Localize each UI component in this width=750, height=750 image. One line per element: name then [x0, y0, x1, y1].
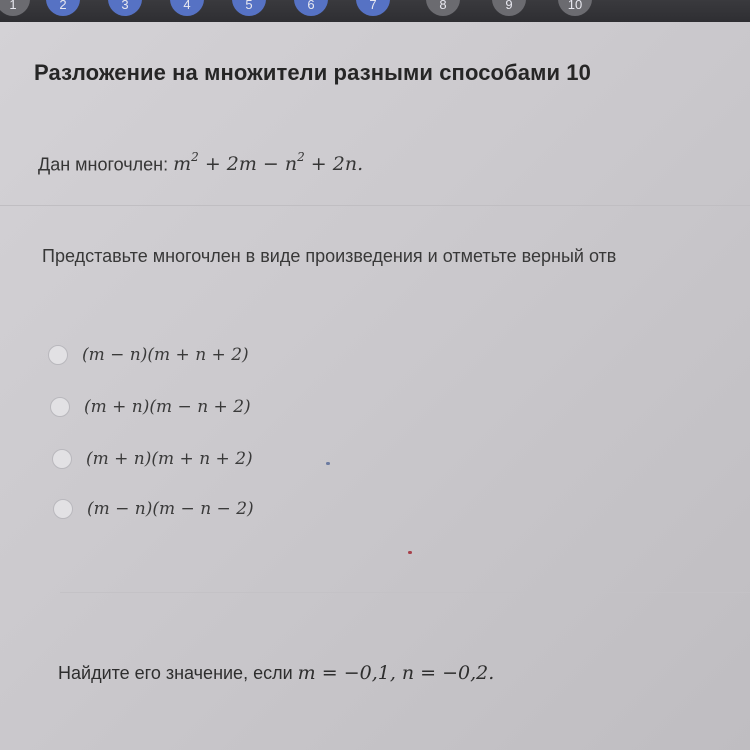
option-1-text: (m − n)(m + n + 2) [82, 345, 249, 365]
step-8-button[interactable] [426, 0, 460, 16]
step-7-button[interactable] [356, 0, 390, 16]
step-navigation-bar [0, 0, 750, 22]
option-3-text: (m + n)(m + n + 2) [86, 449, 253, 469]
step-1-button[interactable] [0, 0, 30, 16]
step-2-button[interactable] [46, 0, 80, 16]
screen-speck [326, 462, 330, 465]
step-3-label: 3 [121, 0, 129, 12]
task-title: Разложение на множители разными способами 10 [34, 60, 591, 85]
exponent-1: 2 [191, 150, 199, 164]
radio-button-2[interactable] [50, 397, 70, 417]
step-6-label: 6 [307, 0, 315, 12]
exponent-2: 2 [297, 150, 305, 164]
step-10-label: 10 [567, 0, 583, 12]
section-divider [60, 592, 750, 593]
step-10-button[interactable] [558, 0, 592, 16]
step-5-label: 5 [245, 0, 253, 12]
evaluation-question [58, 662, 494, 684]
step-5-button[interactable] [232, 0, 266, 16]
step-7-label: 7 [369, 0, 377, 12]
step-4-button[interactable] [170, 0, 204, 16]
step-4-label: 4 [183, 0, 191, 12]
instruction-text: Представьте многочлен в виде произведения и отметьте верный отв [42, 246, 617, 266]
step-6-button[interactable] [294, 0, 328, 16]
question-label: Найдите его значение, если [58, 663, 293, 683]
option-4-text: (m − n)(m − n − 2) [87, 499, 254, 519]
expr-part-1: m [173, 153, 192, 176]
radio-button-1[interactable] [48, 345, 68, 365]
radio-button-3[interactable] [52, 449, 72, 469]
step-2-label: 2 [59, 0, 67, 12]
answer-option-1[interactable] [48, 343, 249, 367]
step-8-label: 8 [439, 0, 447, 12]
option-2-text: (m + n)(m − n + 2) [84, 397, 251, 417]
step-1-label: 1 [9, 0, 17, 12]
question-expression: m = −0,1, n = −0,2. [297, 662, 495, 684]
step-9-button[interactable] [492, 0, 526, 16]
radio-button-4[interactable] [53, 499, 73, 519]
screen-speck [408, 551, 412, 554]
given-label: Дан многочлен: [38, 154, 169, 175]
answer-option-4[interactable] [53, 497, 254, 521]
polynomial-expression [173, 150, 364, 176]
answer-option-2[interactable] [50, 395, 251, 419]
answer-option-3[interactable] [52, 447, 253, 471]
expr-part-3: + 2n. [304, 153, 364, 176]
section-divider [0, 205, 750, 206]
step-9-label: 9 [505, 0, 513, 12]
step-3-button[interactable] [108, 0, 142, 16]
given-polynomial [38, 152, 363, 175]
expr-part-2: + 2m − n [198, 153, 298, 176]
